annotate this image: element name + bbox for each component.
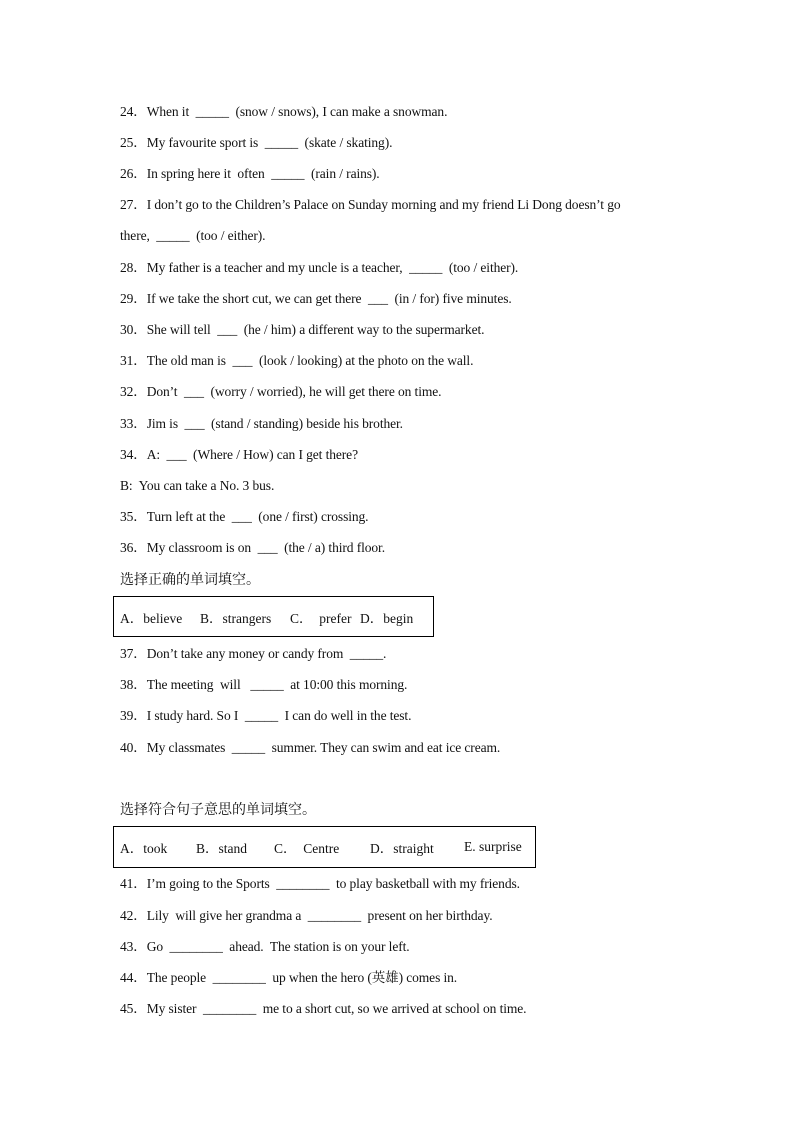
option-a-believe: A．believe bbox=[120, 610, 183, 626]
section-heading-meaning: 选择符合句子意思的单词填空。 bbox=[120, 802, 316, 818]
question-29: 29．If we take the short cut, we can get there ___ (in / for) five minutes. bbox=[120, 291, 512, 306]
question-27-line-2: there, _____ (too / either). bbox=[120, 228, 266, 243]
question-27-line-1: 27．I don’t go to the Children’s Palace on Sunday morning and my friend Li Dong doesn’t go bbox=[120, 197, 621, 212]
question-28: 28．My father is a teacher and my uncle is a teacher, _____ (too / either). bbox=[120, 260, 519, 275]
option-e-surprise: E. surprise bbox=[464, 839, 522, 854]
question-33: 33．Jim is ___ (stand / standing) beside his brother. bbox=[120, 416, 403, 431]
question-43: 43．Go ________ ahead. The station is on your left. bbox=[120, 939, 410, 954]
question-32: 32．Don’t ___ (worry / worried), he will get there on time. bbox=[120, 384, 442, 399]
question-24: 24．When it _____ (snow / snows), I can make a snowman. bbox=[120, 104, 448, 119]
option-d-begin: D．begin bbox=[360, 610, 414, 626]
option-a-took: A．took bbox=[120, 841, 168, 856]
question-41: 41．I’m going to the Sports ________ to play basketball with my friends. bbox=[120, 876, 520, 891]
word-bank-box-1 bbox=[113, 596, 434, 637]
question-42: 42．Lily will give her grandma a ________ present on her birthday. bbox=[120, 908, 493, 923]
option-b-stand: B．stand bbox=[196, 841, 248, 856]
question-34-a: 34．A: ___ (Where / How) can I get there? bbox=[120, 447, 358, 462]
question-35: 35．Turn left at the ___ (one / first) crossing. bbox=[120, 509, 369, 524]
question-44: 44．The people ________ up when the hero (英雄) comes in. bbox=[120, 970, 458, 985]
option-c-prefer: C． prefer bbox=[290, 610, 352, 626]
question-45: 45．My sister ________ me to a short cut, so we arrived at school on time. bbox=[120, 1001, 527, 1016]
question-40: 40．My classmates _____ summer. They can swim and eat ice cream. bbox=[120, 740, 501, 755]
question-34-b: B: You can take a No. 3 bus. bbox=[120, 478, 275, 493]
option-b-strangers: B．strangers bbox=[200, 610, 272, 626]
question-36: 36．My classroom is on ___ (the / a) third floor. bbox=[120, 540, 385, 555]
question-26: 26．In spring here it often _____ (rain / rains). bbox=[120, 166, 380, 181]
section-heading-choose-words: 选择正确的单词填空。 bbox=[120, 572, 260, 588]
option-d-straight: D．straight bbox=[370, 841, 434, 856]
question-37: 37．Don’t take any money or candy from _____. bbox=[120, 646, 387, 661]
question-39: 39．I study hard. So I _____ I can do well in the test. bbox=[120, 708, 412, 723]
option-c-centre: C． Centre bbox=[274, 841, 340, 856]
question-25: 25．My favourite sport is _____ (skate / skating). bbox=[120, 135, 393, 150]
question-30: 30．She will tell ___ (he / him) a different way to the supermarket. bbox=[120, 322, 485, 337]
question-38: 38．The meeting will _____ at 10:00 this morning. bbox=[120, 677, 408, 692]
word-bank-box-2 bbox=[113, 826, 536, 868]
question-31: 31．The old man is ___ (look / looking) at the photo on the wall. bbox=[120, 353, 474, 368]
